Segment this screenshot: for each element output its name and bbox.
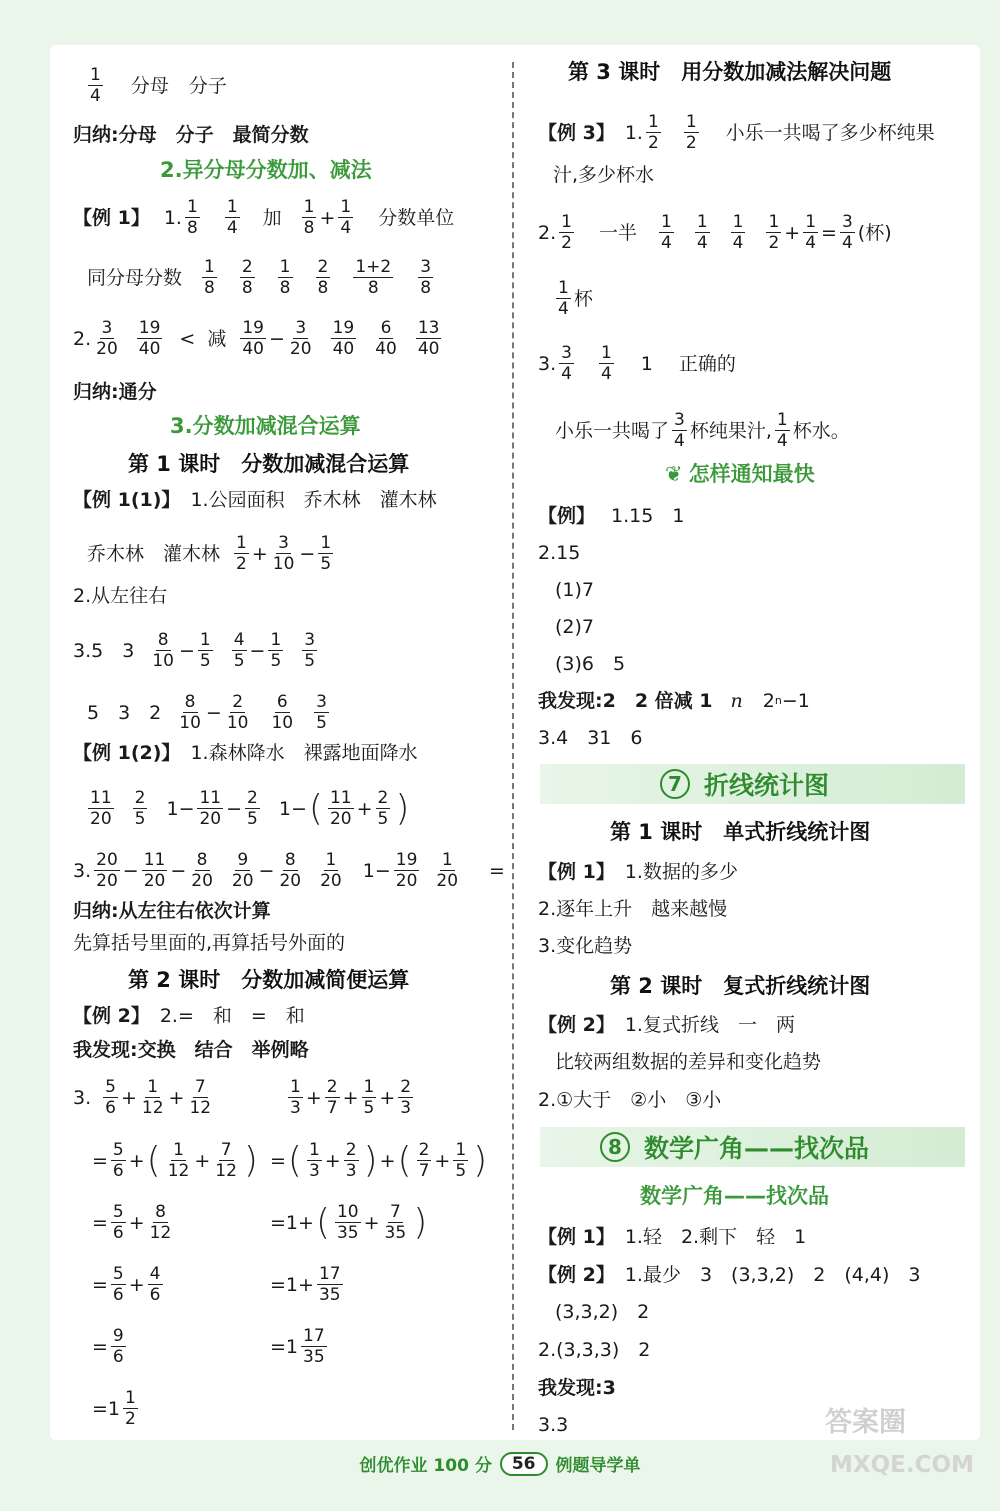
- example-1-2-fractions: $\frac{11}{20}$ $\frac{2}{5}$ 1 − $\frac{11}{20}$ − $\frac{2}{5}$ 1 − ( $\frac{11}{20}$ + $\frac{2}{5}$ ): [90, 787, 410, 829]
- watermark-url: MXQE.COM: [830, 1452, 974, 1478]
- q3-col-a-4: = $\frac{5}{6}$ + $\frac{4}{6}$: [92, 1264, 161, 1305]
- right-q2-line: 2. $\frac{1}{2}$ 一半 $\frac{1}{4}$ $\frac{1}{4}$ $\frac{1}{4}$ $\frac{1}{2}$ + $\frac{1}{4}$ = $\frac{3}{4}$ (杯): [538, 212, 892, 253]
- page-footer: [0, 1451, 1000, 1476]
- text: 分子: [188, 74, 227, 97]
- u7-l2-b: 比较两组数据的差异和变化趋势: [555, 1051, 822, 1073]
- notify-e: (3)6 5: [555, 653, 626, 675]
- q3-col-b-1: $\frac{1}{3}$ + $\frac{2}{7}$ + $\frac{1}{5}$ + $\frac{2}{3}$: [290, 1077, 412, 1118]
- example-1-2-line: 【例 1(2)】 1.森林降水 裸露地面降水: [73, 742, 418, 764]
- left-line-1: [85, 65, 227, 106]
- q3-col-a-1: 3. $\frac{5}{6}$ + $\frac{1}{12}$ + $\frac{7}{12}$: [73, 1077, 212, 1118]
- notify-d: (2)7: [555, 616, 595, 638]
- q3-col-b-4: =1 + $\frac{17}{35}$: [270, 1264, 341, 1305]
- u8-ex2: 【例 2】 1.最少 3 (3,3,2) 2 (4,4) 3: [538, 1264, 921, 1286]
- lesson-3-title: 第 3 课时 用分数加减法解决问题: [568, 60, 892, 84]
- q3-col-b-5: =1 $\frac{17}{35}$: [270, 1326, 325, 1367]
- q3-col-a-3: = $\frac{5}{6}$ + $\frac{8}{12}$: [92, 1202, 172, 1243]
- trees-line: 乔木林 灌木林 $\frac{1}{2}$ + $\frac{3}{10}$ − $\frac{1}{5}$: [87, 533, 332, 574]
- notify-discover: 我发现:2 2 倍减 1 n 2 n −1: [538, 690, 810, 712]
- summary-2: 归纳:通分: [73, 381, 157, 403]
- notify-ex: 【例】 1.15 1: [538, 505, 685, 527]
- question-3a-line: 3.5 3 $\frac{8}{10}$ − $\frac{1}{5}$ $\frac{4}{5}$ − $\frac{1}{5}$ $\frac{3}{5}$: [73, 630, 316, 671]
- unit-7-lesson-2: 第 2 课时 复式折线统计图: [610, 974, 871, 998]
- notify-f: 3.4 31 6: [538, 727, 643, 749]
- section-3-title: 3.分数加减混合运算: [170, 414, 361, 438]
- question-2-line: 2. $\frac{3}{20}$ $\frac{19}{40}$ < 减 $\frac{19}{40}$ − $\frac{3}{20}$ $\frac{19}{40}$ $\frac{6}{40}$ $\frac{13}{40}$: [73, 318, 440, 359]
- u7-l2-c: 2.①大于 ②小 ③小: [538, 1089, 722, 1111]
- page-number: 56: [500, 1452, 548, 1476]
- q3-col-b-3: =1 + ( $\frac{10}{35}$ + $\frac{7}{35}$ ): [270, 1201, 428, 1243]
- lesson-2-title: 第 2 课时 分数加减简便运算: [128, 968, 410, 992]
- u8-e: 3.3: [538, 1414, 569, 1436]
- example-2-line: 【例 2】 2.= 和 = 和: [73, 1005, 305, 1027]
- u7-l2-a: 【例 2】 1.复式折线 一 两: [538, 1014, 795, 1036]
- footer-book-title: 创优作业 100 分: [359, 1456, 492, 1476]
- u8-ex1: 【例 1】 1.轻 2.剩下 轻 1: [538, 1226, 807, 1248]
- notify-b: 2.15: [538, 542, 581, 564]
- u7-l1-b: 2.逐年上升 越来越慢: [538, 898, 728, 920]
- example-3-line-2: 汁,多少杯水: [553, 164, 655, 186]
- unit-7-lesson-1: 第 1 课时 单式折线统计图: [610, 820, 871, 844]
- example-3-line: 【例 3】 1. $\frac{1}{2}$ $\frac{1}{2}$ 小乐一共喝了多少杯纯果: [538, 112, 935, 153]
- example-1-1-line: 【例 1(1)】 1.公园面积 乔木林 灌木林: [73, 489, 437, 511]
- question-2-text: 2.从左往右: [73, 585, 168, 607]
- notify-title: ❦ 怎样通知最快: [665, 462, 815, 486]
- u7-l1-a: 【例 1】 1.数据的多少: [538, 861, 738, 883]
- text: 分母: [130, 74, 169, 97]
- q3-col-a-5: = $\frac{9}{6}$: [92, 1326, 124, 1367]
- lesson-1-title: 第 1 课时 分数加减混合运算: [128, 452, 410, 476]
- summary-1: 归纳:分母 分子 最简分数: [73, 124, 309, 146]
- summary-3: 归纳:从左往右依次计算: [73, 900, 271, 922]
- footer-subtitle: 例题导学单: [555, 1456, 641, 1476]
- u7-l1-c: 3.变化趋势: [538, 935, 633, 957]
- question-3b-line: 5 3 2 $\frac{8}{10}$ − $\frac{2}{10}$ $\frac{6}{10}$ $\frac{3}{5}$: [87, 692, 327, 733]
- section-2-title: 2.异分母分数加、减法: [160, 158, 372, 182]
- right-q2-cup: $\frac{1}{4}$ 杯: [558, 278, 593, 319]
- column-divider: [512, 62, 514, 1430]
- unit-number-badge: 8: [600, 1132, 630, 1162]
- question-3-fractions: 3. $\frac{20}{20}$ − $\frac{11}{20}$ − $\frac{8}{20}$ $\frac{9}{20}$ − $\frac{8}{20}$ $\frac{1}{20}$ 1 − $\frac{19}{20}$ $\frac{1}{20}$ =: [73, 850, 505, 891]
- watermark-logo: 答案圈: [825, 1407, 906, 1438]
- q3-col-a-2: = $\frac{5}{6}$ + ( $\frac{1}{12}$ + $\frac{7}{12}$ ): [92, 1139, 258, 1181]
- right-answer-line: 小乐一共喝了 $\frac{3}{4}$ 杯纯果汁, $\frac{1}{4}$ 杯水。: [555, 410, 850, 451]
- unit-7-banner: 7 折线统计图: [540, 764, 965, 804]
- u8-c: 2.(3,3,3) 2: [538, 1339, 651, 1361]
- q3-col-a-6: =1 $\frac{1}{2}$: [92, 1388, 136, 1429]
- discover-line: 我发现:交换 结合 举例略: [73, 1039, 309, 1061]
- u8-d: 我发现:3: [538, 1377, 616, 1399]
- unit-8-subtitle: 数学广角——找次品: [640, 1184, 829, 1208]
- unit-8-banner: 8 数学广角——找次品: [540, 1127, 965, 1167]
- notify-c: (1)7: [555, 579, 595, 601]
- example-1-line: 【例 1】 1. $\frac{1}{8}$ $\frac{1}{4}$ 加 $\frac{1}{8}$ + $\frac{1}{4}$ 分数单位: [73, 197, 455, 238]
- fraction: $\frac{1}{4}$: [90, 65, 101, 106]
- same-denominator-line: 同分母分数 $\frac{1}{8}$ $\frac{2}{8}$ $\frac{1}{8}$ $\frac{2}{8}$ $\frac{1+2}{8}$ $\frac{3}{8}$: [87, 257, 432, 298]
- summary-3b: 先算括号里面的,再算括号外面的: [73, 932, 346, 954]
- q3-col-b-2: = ( $\frac{1}{3}$ + $\frac{2}{3}$ ) + ( $\frac{2}{7}$ + $\frac{1}{5}$ ): [270, 1139, 488, 1181]
- right-q3-line: 3. $\frac{3}{4}$ $\frac{1}{4}$ 1 正确的: [538, 343, 736, 384]
- u8-ex2-b: (3,3,2) 2: [555, 1301, 650, 1323]
- unit-number-badge: 7: [660, 769, 690, 799]
- leaf-icon: ❦: [665, 462, 683, 486]
